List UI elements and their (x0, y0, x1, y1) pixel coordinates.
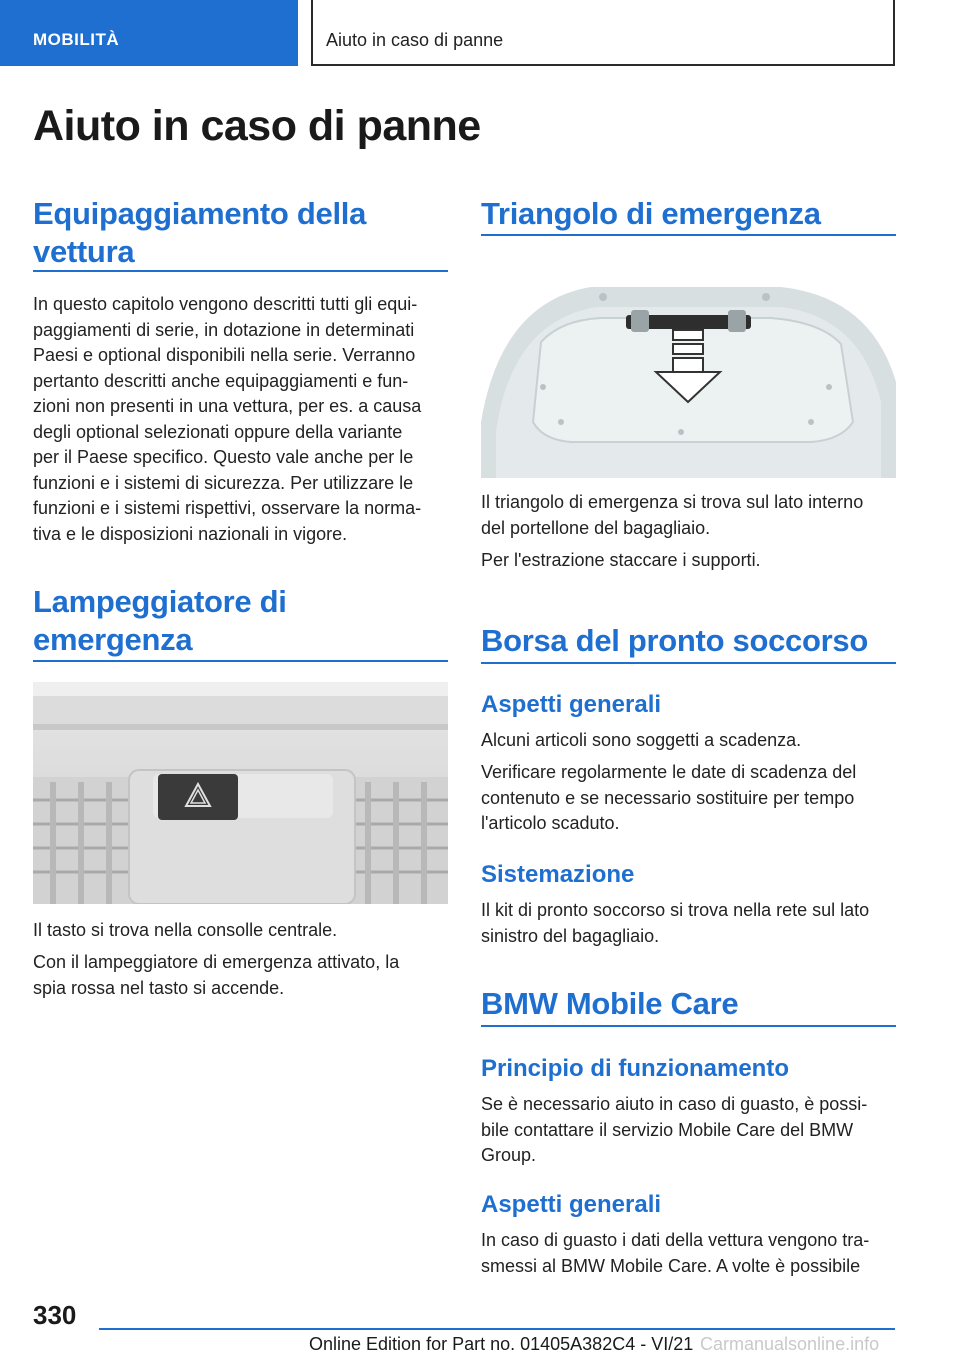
text-line: In questo capitolo vengono descritti tutti gli equi‐ (33, 294, 418, 314)
text-line: smessi al BMW Mobile Care. A volte è possibile (481, 1255, 861, 1276)
section-title-line: vettura (33, 234, 135, 269)
text-line: Verificare regolarmente le date di scadenza del (481, 762, 857, 782)
section-title-pronto-soccorso: Borsa del pronto soccorso (481, 623, 868, 658)
paragraph-sistemazione (481, 898, 893, 949)
text-line: degli optional selezionati oppure della variante (33, 421, 403, 442)
subheading-aspetti-generali-2: Aspetti generali (481, 1191, 662, 1218)
hazard-button-image (33, 682, 448, 904)
text-line: In caso di guasto i dati della vettura vengono tra‐ (481, 1230, 870, 1250)
section-title-equipaggiamento (33, 195, 366, 271)
section-divider (481, 662, 896, 664)
header-section-label: MOBILITÀ (33, 30, 120, 49)
warning-triangle-location-image (481, 272, 896, 478)
page-number: 330 (33, 1300, 77, 1330)
paragraph-lampeggiatore-1: Il tasto si trova nella consolle centrale. (33, 920, 338, 940)
footer-edition: Online Edition for Part no. 01405A382C4 - VI/21 (309, 1334, 694, 1354)
paragraph-verificare (481, 760, 893, 837)
subheading-sistemazione: Sistemazione (481, 861, 635, 888)
text-line: Paesi e optional disponibili nella serie. Verranno (33, 345, 416, 365)
section-title-line: Lampeggiatore di (33, 584, 287, 619)
paragraph-dati-vettura (481, 1228, 893, 1279)
section-title-mobile-care: BMW Mobile Care (481, 986, 739, 1021)
paragraph-scadenza: Alcuni articoli sono soggetti a scadenza. (481, 730, 802, 750)
section-divider (481, 234, 896, 236)
text-line: contenuto e se necessario sostituire per tempo (481, 787, 855, 808)
footer-divider (99, 1328, 895, 1330)
text-line: del portellone del bagagliaio. (481, 517, 711, 538)
section-divider (33, 660, 448, 662)
section-title-triangolo: Triangolo di emergenza (481, 196, 821, 231)
watermark: Carmanualsonline.info (700, 1334, 880, 1354)
text-line: Group. (481, 1145, 537, 1165)
header-chapter-box (311, 0, 895, 66)
paragraph-triangolo-2: Per l'estrazione staccare i supporti. (481, 550, 761, 570)
text-line: Se è necessario aiuto in caso di guasto, è possi‐ (481, 1094, 868, 1114)
paragraph-triangolo-1 (481, 490, 893, 541)
section-divider (481, 1025, 896, 1027)
header-section-tab[interactable] (0, 0, 298, 66)
section-title-line: Equipaggiamento della (33, 196, 367, 231)
text-line: Il triangolo di emergenza si trova sul lato interno (481, 492, 864, 512)
paragraph-equipaggiamento (33, 292, 445, 547)
text-line: paggiamenti di serie, in dotazione in determinati (33, 319, 415, 340)
text-line: Il kit di pronto soccorso si trova nella rete sul lato (481, 900, 870, 920)
text-line: zioni non presenti in una vettura, per es. a causa (33, 396, 422, 416)
subheading-principio: Principio di funzionamento (481, 1055, 789, 1082)
paragraph-lampeggiatore-2 (33, 950, 445, 1001)
text-line: pertanto descritti anche equipaggiamenti e fun‐ (33, 370, 409, 391)
text-line: per il Paese specifico. Questo vale anche per le (33, 447, 414, 467)
text-line: tiva e le disposizioni nazionali in vigore. (33, 523, 348, 544)
text-line: funzioni e i sistemi rispettivi, osservare la norma‐ (33, 498, 422, 518)
text-line: funzioni e i sistemi di sicurezza. Per utilizzare le (33, 472, 414, 493)
section-title-line: emergenza (33, 622, 193, 657)
text-line: spia rossa nel tasto si accende. (33, 977, 285, 998)
section-divider (33, 270, 448, 272)
paragraph-principio (481, 1092, 893, 1169)
page-title: Aiuto in caso di panne (33, 102, 481, 150)
text-line: Con il lampeggiatore di emergenza attivato, la (33, 952, 400, 972)
subheading-aspetti-generali: Aspetti generali (481, 691, 662, 718)
text-line: bile contattare il servizio Mobile Care del BMW (481, 1119, 854, 1140)
text-line: sinistro del bagagliaio. (481, 925, 660, 946)
section-title-lampeggiatore (33, 583, 287, 659)
text-line: l'articolo scaduto. (481, 813, 620, 833)
header-chapter-label: Aiuto in caso di panne (326, 30, 504, 50)
